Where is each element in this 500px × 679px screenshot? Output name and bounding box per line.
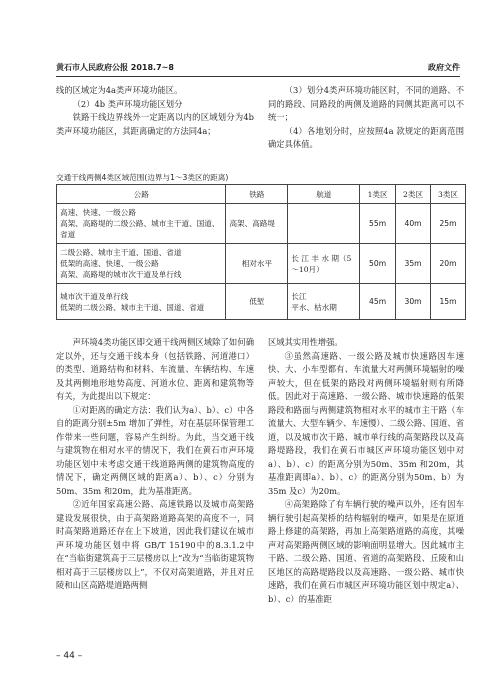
road-cell: 城市次干道及单行线 低架的二级公路、城市主干道、国道、省道 <box>57 284 226 320</box>
text-column-top-right <box>268 84 464 152</box>
paragraph: 区域其实用性增强。 <box>268 337 343 347</box>
zone3-distance: 20m <box>431 244 466 284</box>
paragraph: 线的区域定为4a类声环境功能区。 <box>56 85 183 95</box>
waterway-cell: 长 江 丰 水 期（5～10月） <box>288 244 360 284</box>
road-cell: 高速、快速、一级公路 高架、高路堤的二级公路、城市主干道、国道、省道 <box>57 204 226 244</box>
zone2-distance: 30m <box>396 284 431 320</box>
zone1-distance: 45m <box>360 284 396 320</box>
zone3-distance: 25m <box>431 204 466 244</box>
header-rule <box>56 76 460 77</box>
text-column-bottom-left <box>56 336 254 593</box>
column-header: 3类区 <box>431 185 466 204</box>
table-caption: 交通干线两侧4类区域范围(边界与1～3类区的距离) <box>56 173 229 182</box>
paragraph: （3）划分4类声环境功能区时，不同的道路、不同的路段、同路段的两侧及道路的同侧其距离可以不统一； <box>268 85 464 122</box>
road-cell: 二级公路、城市主干道、国道、省道 低架的高速、快速、一级公路 高架、高路堤的城市次干道及单行线 <box>57 244 226 284</box>
table-row <box>57 204 466 244</box>
column-header: 航道 <box>288 185 360 204</box>
column-header: 铁路 <box>226 185 288 204</box>
paragraph: 铁路干线边界线外一定距离以内的区域划分为4b 类声环境功能区，其距离确定的方法同4a； <box>56 112 254 136</box>
paragraph: ②近年国家高速公路、高速铁路以及城市高架路建设发展很快，由于高架路道路高架的高度不一，同时高架路道路还存在上下坡道，因此我们建议在城市声环境功能区划中将 GB/T 15190中的8.3.1.2中在“当临街建筑高于三层楼房以上”改为“当临街建筑物相对高于三层楼房以上”，不仅对高架道路，并且对丘陵和山区高路堤道路两侧 <box>56 499 254 590</box>
table-row <box>57 244 466 284</box>
paragraph: ④高架路除了有车辆行驶的噪声以外，还有因车辆行驶引起高架桥的结构辐射的噪声，如果是在原道路上修建的高架路，再加上高架路道路的高度，其噪声对高架路两侧区域的影响面明显增大。因此城市主干路、二级公路、国道、省道的高架路段、丘陵和山区地区的高路堤路段以及高速路、一级公路、城市快速路，我们在黄石市城区声环境功能区划中规定a）、b）、c）的基准距 <box>268 499 464 604</box>
paragraph: 声环境4类功能区即交通干线两侧区域除了如何确定以外，还与交通干线本身（包括铁路、河道港口）的类型、道路结构和材料、车流量、车辆结构、车速及其两侧地形地势高度、河道水位、距离和建筑物等有关，为此提出以下规定： <box>56 337 254 401</box>
zone2-distance: 35m <box>396 244 431 284</box>
subheading: （2）4b 类声环境功能区划分 <box>72 98 183 109</box>
zone2-distance: 40m <box>396 204 431 244</box>
paragraph: ③虽然高速路、一级公路及城市快速路因车速快、大、小车型都有、车流量大对两侧环境辐射的噪声较大，但在低架的路段对两侧环境辐射则有所降低。因此对于高速路、一级公路、城市快速路的低架路段和路面与两侧建筑物相对水平的城市主干路（车流量大、大型车辆少、车速慢）、二级公路、国道、省道，以及城市次干路、城市单行线的高架路段以及高路堤路段，我们在黄石市城区声环境功能区划中对a）、b）、c）的距离分别为50m、35m 和20m，其基准距离即a）、b）、c）的距离分别为50m、b）为35m 及c）为20m。 <box>268 350 464 496</box>
page-header <box>56 62 460 73</box>
rail-cell: 高架、高路堤 <box>226 204 288 244</box>
header-section: 政府文件 <box>428 63 460 72</box>
column-header: 1类区 <box>360 185 396 204</box>
waterway-cell: 长江 平水、枯水期 <box>288 284 360 320</box>
zone1-distance: 50m <box>360 244 396 284</box>
zone1-distance: 55m <box>360 204 396 244</box>
header-publication: 黄石市人民政府公报 2018.7~8 <box>56 63 174 72</box>
table-header-row <box>57 185 466 204</box>
table-row <box>57 284 466 320</box>
zone3-distance: 15m <box>431 284 466 320</box>
rail-cell: 相对水平 <box>226 244 288 284</box>
rail-cell: 低堑 <box>226 284 288 320</box>
zone-distance-table <box>56 184 466 320</box>
page-number: – 44 – <box>56 651 83 661</box>
paragraph: （4）各地划分时，应按照4a 款规定的距离范围确定具体值。 <box>268 125 464 149</box>
paragraph: ①对距离的确定方法：我们认为a）、b）、c）中各自的距离分别±5m 增加了弹性，对在基层环保管理工作带来一些问题，容易产生纠纷。为此，当交通干线与建筑物在相对水平的情况下，我们在黄石市声环境功能区划中未考虑交通干线道路两侧的建筑物高度的情况下，确定两侧区域的距离a）、b）、c）分别为50m、35m 和20m，此为基准距离。 <box>56 404 254 496</box>
column-header: 公路 <box>57 185 226 204</box>
waterway-cell <box>288 204 360 244</box>
column-header: 2类区 <box>396 185 431 204</box>
text-column-top-left <box>56 84 254 138</box>
text-column-bottom-right <box>268 336 464 606</box>
